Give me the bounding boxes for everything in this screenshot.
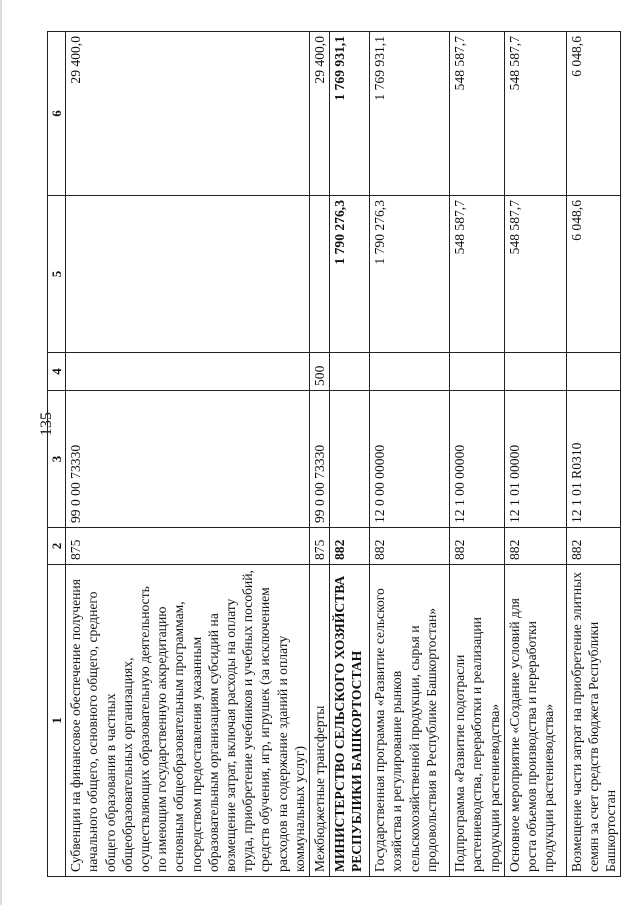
table-row [66, 32, 310, 877]
cell-expense-type [450, 353, 505, 391]
cell-expense-type: 500 [310, 353, 330, 391]
header-cell-6: 6 [48, 32, 66, 196]
cell-amount-1: 6 048,6 [566, 196, 621, 353]
cell-ministry-code: 882 [450, 528, 505, 565]
header-cell-3: 3 [48, 391, 66, 528]
header-cell-4: 4 [48, 353, 66, 391]
cell-amount-1: 1 790 276,3 [330, 196, 370, 353]
cell-description: Субвенции на финансовое обеспечение получения начального общего, основного общего, среднего общего образования в частных общеобразовательных организациях, осуществляющих образовательную деятельность по имеющим государственную аккредитацию основным общеобразовательным программам, посредством предоставления указанным образовательным организациям субсидий на возмещение затрат, включая расходы на оплату труда, приобретение учебников и учебных пособий, средств обучения, игр, игрушек (за исключением расходов на содержание зданий и оплату коммунальных услуг) [66, 565, 310, 877]
cell-description: Государственная программа «Развитие сельского хозяйства и регулирование рынков сельскохозяйственной продукции, сырья и продовольствия в Республике Башкортостан» [370, 565, 450, 877]
cell-target-article: 12 0 00 00000 [370, 391, 450, 528]
cell-target-article: 12 1 01 R0310 [566, 391, 621, 528]
cell-amount-2: 1 769 931,1 [370, 32, 450, 196]
budget-table [47, 31, 621, 877]
cell-target-article: 99 0 00 73330 [310, 391, 330, 528]
cell-amount-1: 1 790 276,3 [370, 196, 450, 353]
cell-amount-2: 1 769 931,1 [330, 32, 370, 196]
cell-amount-2: 548 587,7 [504, 32, 566, 196]
cell-ministry-code: 882 [370, 528, 450, 565]
header-row [48, 32, 66, 877]
cell-expense-type [566, 353, 621, 391]
rotated-page [47, 32, 619, 877]
table-row [566, 32, 621, 877]
cell-target-article: 12 1 00 00000 [450, 391, 505, 528]
cell-expense-type [370, 353, 450, 391]
cell-amount-2: 29 400,0 [66, 32, 310, 196]
table-row [450, 32, 505, 877]
page-number: 135 [38, 412, 55, 436]
cell-ministry-code: 875 [66, 528, 310, 565]
table-row [330, 32, 370, 877]
header-cell-2: 2 [48, 528, 66, 565]
cell-ministry-code: 882 [330, 528, 370, 565]
cell-target-article: 12 1 01 00000 [504, 391, 566, 528]
cell-ministry-code: 882 [566, 528, 621, 565]
cell-amount-1 [310, 196, 330, 353]
cell-description: МИНИСТЕРСТВО СЕЛЬСКОГО ХОЗЯЙСТВА РЕСПУБЛИКИ БАШКОРТОСТАН [330, 565, 370, 877]
cell-description: Основное мероприятие «Создание условий для роста объемов производства и переработки продукции растениеводства» [504, 565, 566, 877]
cell-amount-1 [66, 196, 310, 353]
cell-ministry-code: 875 [310, 528, 330, 565]
cell-amount-2: 548 587,7 [450, 32, 505, 196]
header-cell-5: 5 [48, 196, 66, 353]
cell-amount-1: 548 587,7 [450, 196, 505, 353]
cell-description: Подпрограмма «Развитие подотрасли растениеводства, переработки и реализации продукции растениеводства» [450, 565, 505, 877]
table-row [504, 32, 566, 877]
cell-target-article: 99 0 00 73330 [66, 391, 310, 528]
cell-expense-type [504, 353, 566, 391]
table-row [310, 32, 330, 877]
cell-description: Возмещение части затрат на приобретение элитных семян за счет средств бюджета Республики Башкортостан [566, 565, 621, 877]
cell-amount-1: 548 587,7 [504, 196, 566, 353]
cell-target-article [330, 391, 370, 528]
cell-amount-2: 6 048,6 [566, 32, 621, 196]
scan-edge [0, 0, 2, 905]
cell-amount-2: 29 400,0 [310, 32, 330, 196]
cell-description: Межбюджетные трансферты [310, 565, 330, 877]
header-cell-1: 1 [48, 565, 66, 877]
cell-expense-type [330, 353, 370, 391]
cell-ministry-code: 882 [504, 528, 566, 565]
table-row [370, 32, 450, 877]
cell-expense-type [66, 353, 310, 391]
